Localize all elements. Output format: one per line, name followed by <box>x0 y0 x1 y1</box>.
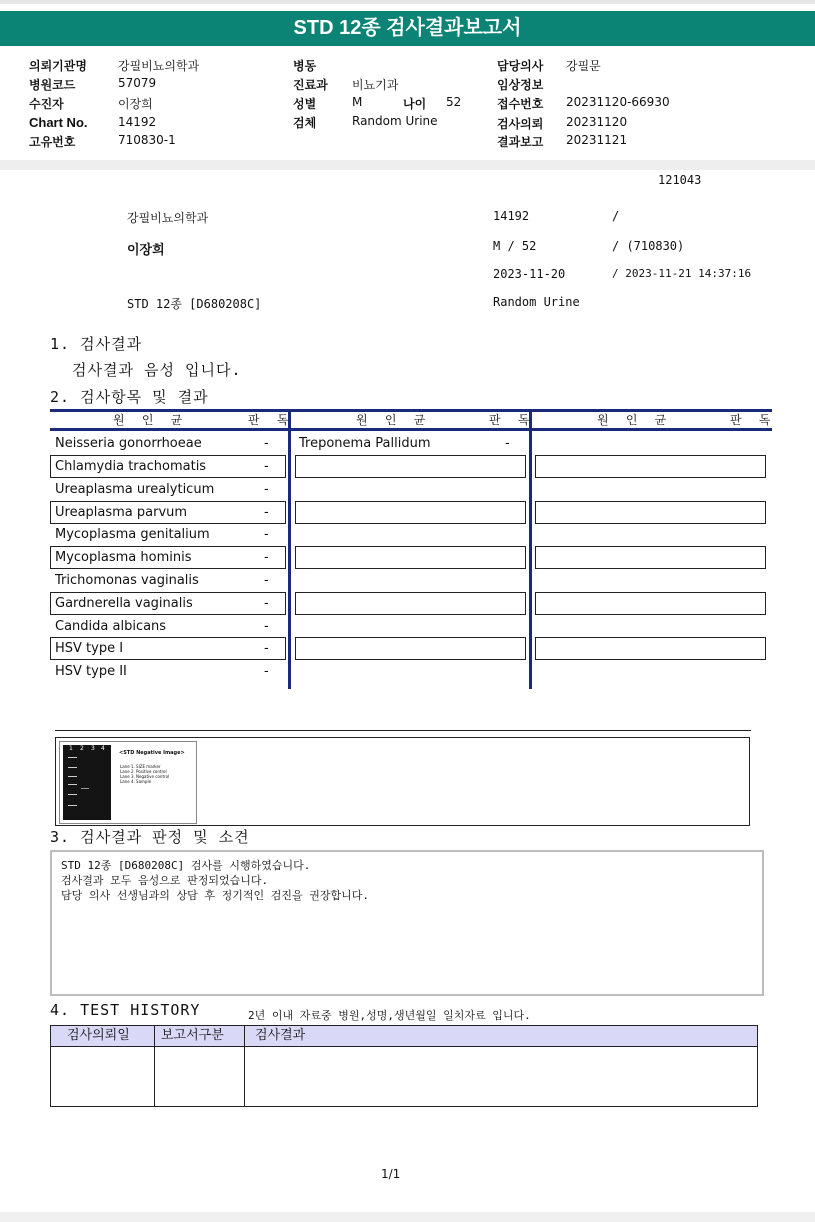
organism-name: Neisseria gonorrhoeae <box>55 436 202 451</box>
comment-line: 검사결과 모두 음성으로 판정되었습니다. <box>61 874 269 887</box>
history-divider-1 <box>154 1026 155 1106</box>
header-label-report-date: 결과보고 <box>497 135 544 149</box>
row-box <box>535 455 766 478</box>
row-box <box>295 592 526 615</box>
organism-result: - <box>264 482 269 497</box>
header-separator <box>0 160 815 170</box>
history-table <box>50 1025 758 1107</box>
row-box <box>535 546 766 569</box>
header-value-age: 52 <box>446 95 462 109</box>
organism-name: Ureaplasma parvum <box>55 505 188 520</box>
organism-name: Trichomonas vaginalis <box>55 573 199 588</box>
organism-name: Mycoplasma hominis <box>55 550 192 565</box>
header-label-hospital-code: 병원코드 <box>29 78 76 92</box>
organism-name: Treponema Pallidum <box>299 436 431 451</box>
header-label-patient: 수진자 <box>29 97 64 111</box>
section1-heading: 1. 검사결과 <box>50 335 143 353</box>
gel-caption-title: <STD Negative Image> <box>119 750 185 756</box>
row-box <box>295 637 526 660</box>
comment-text <box>61 858 369 903</box>
section3-heading: 3. 검사결과 판정 및 소견 <box>50 828 250 846</box>
header-value-receipt-no: 20231120-66930 <box>566 95 670 109</box>
gel-lane-1: 1 <box>69 745 73 752</box>
header-label-clinical-info: 임상정보 <box>497 78 544 92</box>
info-patient: 이장희 <box>127 243 165 258</box>
header-label-specimen: 검체 <box>293 116 317 130</box>
info-clinic: 강필비뇨의학과 <box>127 211 209 225</box>
organism-result: - <box>264 619 269 634</box>
col2-header-result: 판 독 <box>489 413 535 427</box>
header-label-age: 나이 <box>403 97 427 111</box>
row-box <box>295 501 526 524</box>
table-divider-2 <box>529 409 532 689</box>
header-label-ward: 병동 <box>293 59 317 73</box>
row-box <box>295 455 526 478</box>
organism-name: Chlamydia trachomatis <box>55 459 207 474</box>
organism-result: - <box>264 596 269 611</box>
gel-lane-2: 2 <box>80 745 84 752</box>
organism-name: Candida albicans <box>55 619 167 634</box>
col3-header-result: 판 독 <box>730 413 776 427</box>
info-sex-age: M / 52 <box>493 239 537 253</box>
gel-image-thumbnail <box>59 741 197 824</box>
header-value-doctor: 강필문 <box>566 59 601 73</box>
header-value-hospital-code: 57079 <box>118 76 157 90</box>
header-label-institution: 의뢰기관명 <box>29 59 87 73</box>
organism-result: - <box>264 527 269 542</box>
history-col-report-type: 보고서구분 <box>161 1028 224 1043</box>
header-value-institution: 강필비뇨의학과 <box>118 59 200 73</box>
header-value-department: 비뇨기과 <box>352 78 399 92</box>
header-label-sex: 성별 <box>293 97 317 111</box>
table-divider-1 <box>288 409 291 689</box>
table-header-line <box>50 428 772 431</box>
history-col-request-date: 검사의뢰일 <box>67 1028 130 1043</box>
header-label-unique-id: 고유번호 <box>29 135 76 149</box>
organism-result: - <box>264 573 269 588</box>
gel-lane-3: 3 <box>91 745 95 752</box>
header-value-report-date: 20231121 <box>566 133 628 147</box>
info-code: 121043 <box>658 173 702 187</box>
header-value-sex: M <box>352 95 363 109</box>
header-label-doctor: 담당의사 <box>497 59 544 73</box>
col1-header-organism: 원 인 균 <box>113 413 188 427</box>
info-specimen: Random Urine <box>493 295 580 309</box>
header-label-department: 진료과 <box>293 78 328 92</box>
history-col-result: 검사결과 <box>255 1028 306 1043</box>
section1-text: 검사결과 음성 입니다. <box>72 361 242 379</box>
row-box <box>535 637 766 660</box>
header-label-chart: Chart No. <box>29 115 88 130</box>
header-value-chart: 14192 <box>118 115 157 129</box>
info-slash: / <box>612 209 620 223</box>
info-date-received: 2023-11-20 <box>493 267 566 281</box>
row-box <box>295 546 526 569</box>
top-border <box>0 0 815 4</box>
row-box <box>535 592 766 615</box>
organism-result: - <box>264 436 269 451</box>
col1-header-result: 판 독 <box>248 413 294 427</box>
header-label-receipt-no: 접수번호 <box>497 97 544 111</box>
organism-name: HSV type II <box>55 664 127 679</box>
col3-header-organism: 원 인 균 <box>597 413 672 427</box>
organism-result: - <box>264 550 269 565</box>
comment-line: 담당 의사 선생님과의 상담 후 정기적인 검진을 권장합니다. <box>61 889 370 902</box>
organism-name: HSV type I <box>55 641 124 656</box>
comment-box <box>50 850 764 996</box>
organism-name: Mycoplasma genitalium <box>55 527 210 542</box>
header-value-specimen: Random Urine <box>352 114 438 128</box>
organism-result: - <box>264 664 269 679</box>
gel-separator-line <box>55 730 751 731</box>
report-title: STD 12종 검사결과보고서 <box>0 11 815 46</box>
organism-name: Ureaplasma urealyticum <box>55 482 215 497</box>
col2-header-organism: 원 인 균 <box>356 413 431 427</box>
info-chart: 14192 <box>493 209 530 223</box>
organism-result: - <box>505 436 510 451</box>
gel-image-frame <box>55 737 750 826</box>
history-header <box>51 1026 757 1047</box>
row-box <box>535 501 766 524</box>
info-date-reported: / 2023-11-21 14:37:16 <box>612 267 752 280</box>
page-number: 1/1 <box>381 1167 401 1181</box>
header-value-request-date: 20231120 <box>566 115 628 129</box>
history-divider-2 <box>244 1026 245 1106</box>
gel-caption-lines: Lane 1. SIZE marker Lane 2. Positive control Lane 3. Negative control Lane 4. Sample <box>120 764 170 784</box>
section2-heading: 2. 검사항목 및 결과 <box>50 388 209 406</box>
info-test-name: STD 12종 [D680208C] <box>127 297 262 311</box>
organism-result: - <box>264 505 269 520</box>
info-birth: / (710830) <box>612 239 685 253</box>
header-label-request-date: 검사의뢰 <box>497 117 544 131</box>
organism-result: - <box>264 459 269 474</box>
section4-heading: 4. TEST HISTORY <box>50 1001 201 1019</box>
header-value-unique-id: 710830-1 <box>118 133 176 147</box>
gel-photo <box>63 745 111 820</box>
gel-lane-4: 4 <box>101 745 105 752</box>
comment-line: STD 12종 [D680208C] 검사를 시행하였습니다. <box>61 859 311 872</box>
header-value-patient: 이장희 <box>118 97 153 111</box>
organism-name: Gardnerella vaginalis <box>55 596 193 611</box>
organism-result: - <box>264 641 269 656</box>
section4-note: 2년 이내 자료중 병원,성명,생년월일 일치자료 입니다. <box>248 1009 531 1022</box>
